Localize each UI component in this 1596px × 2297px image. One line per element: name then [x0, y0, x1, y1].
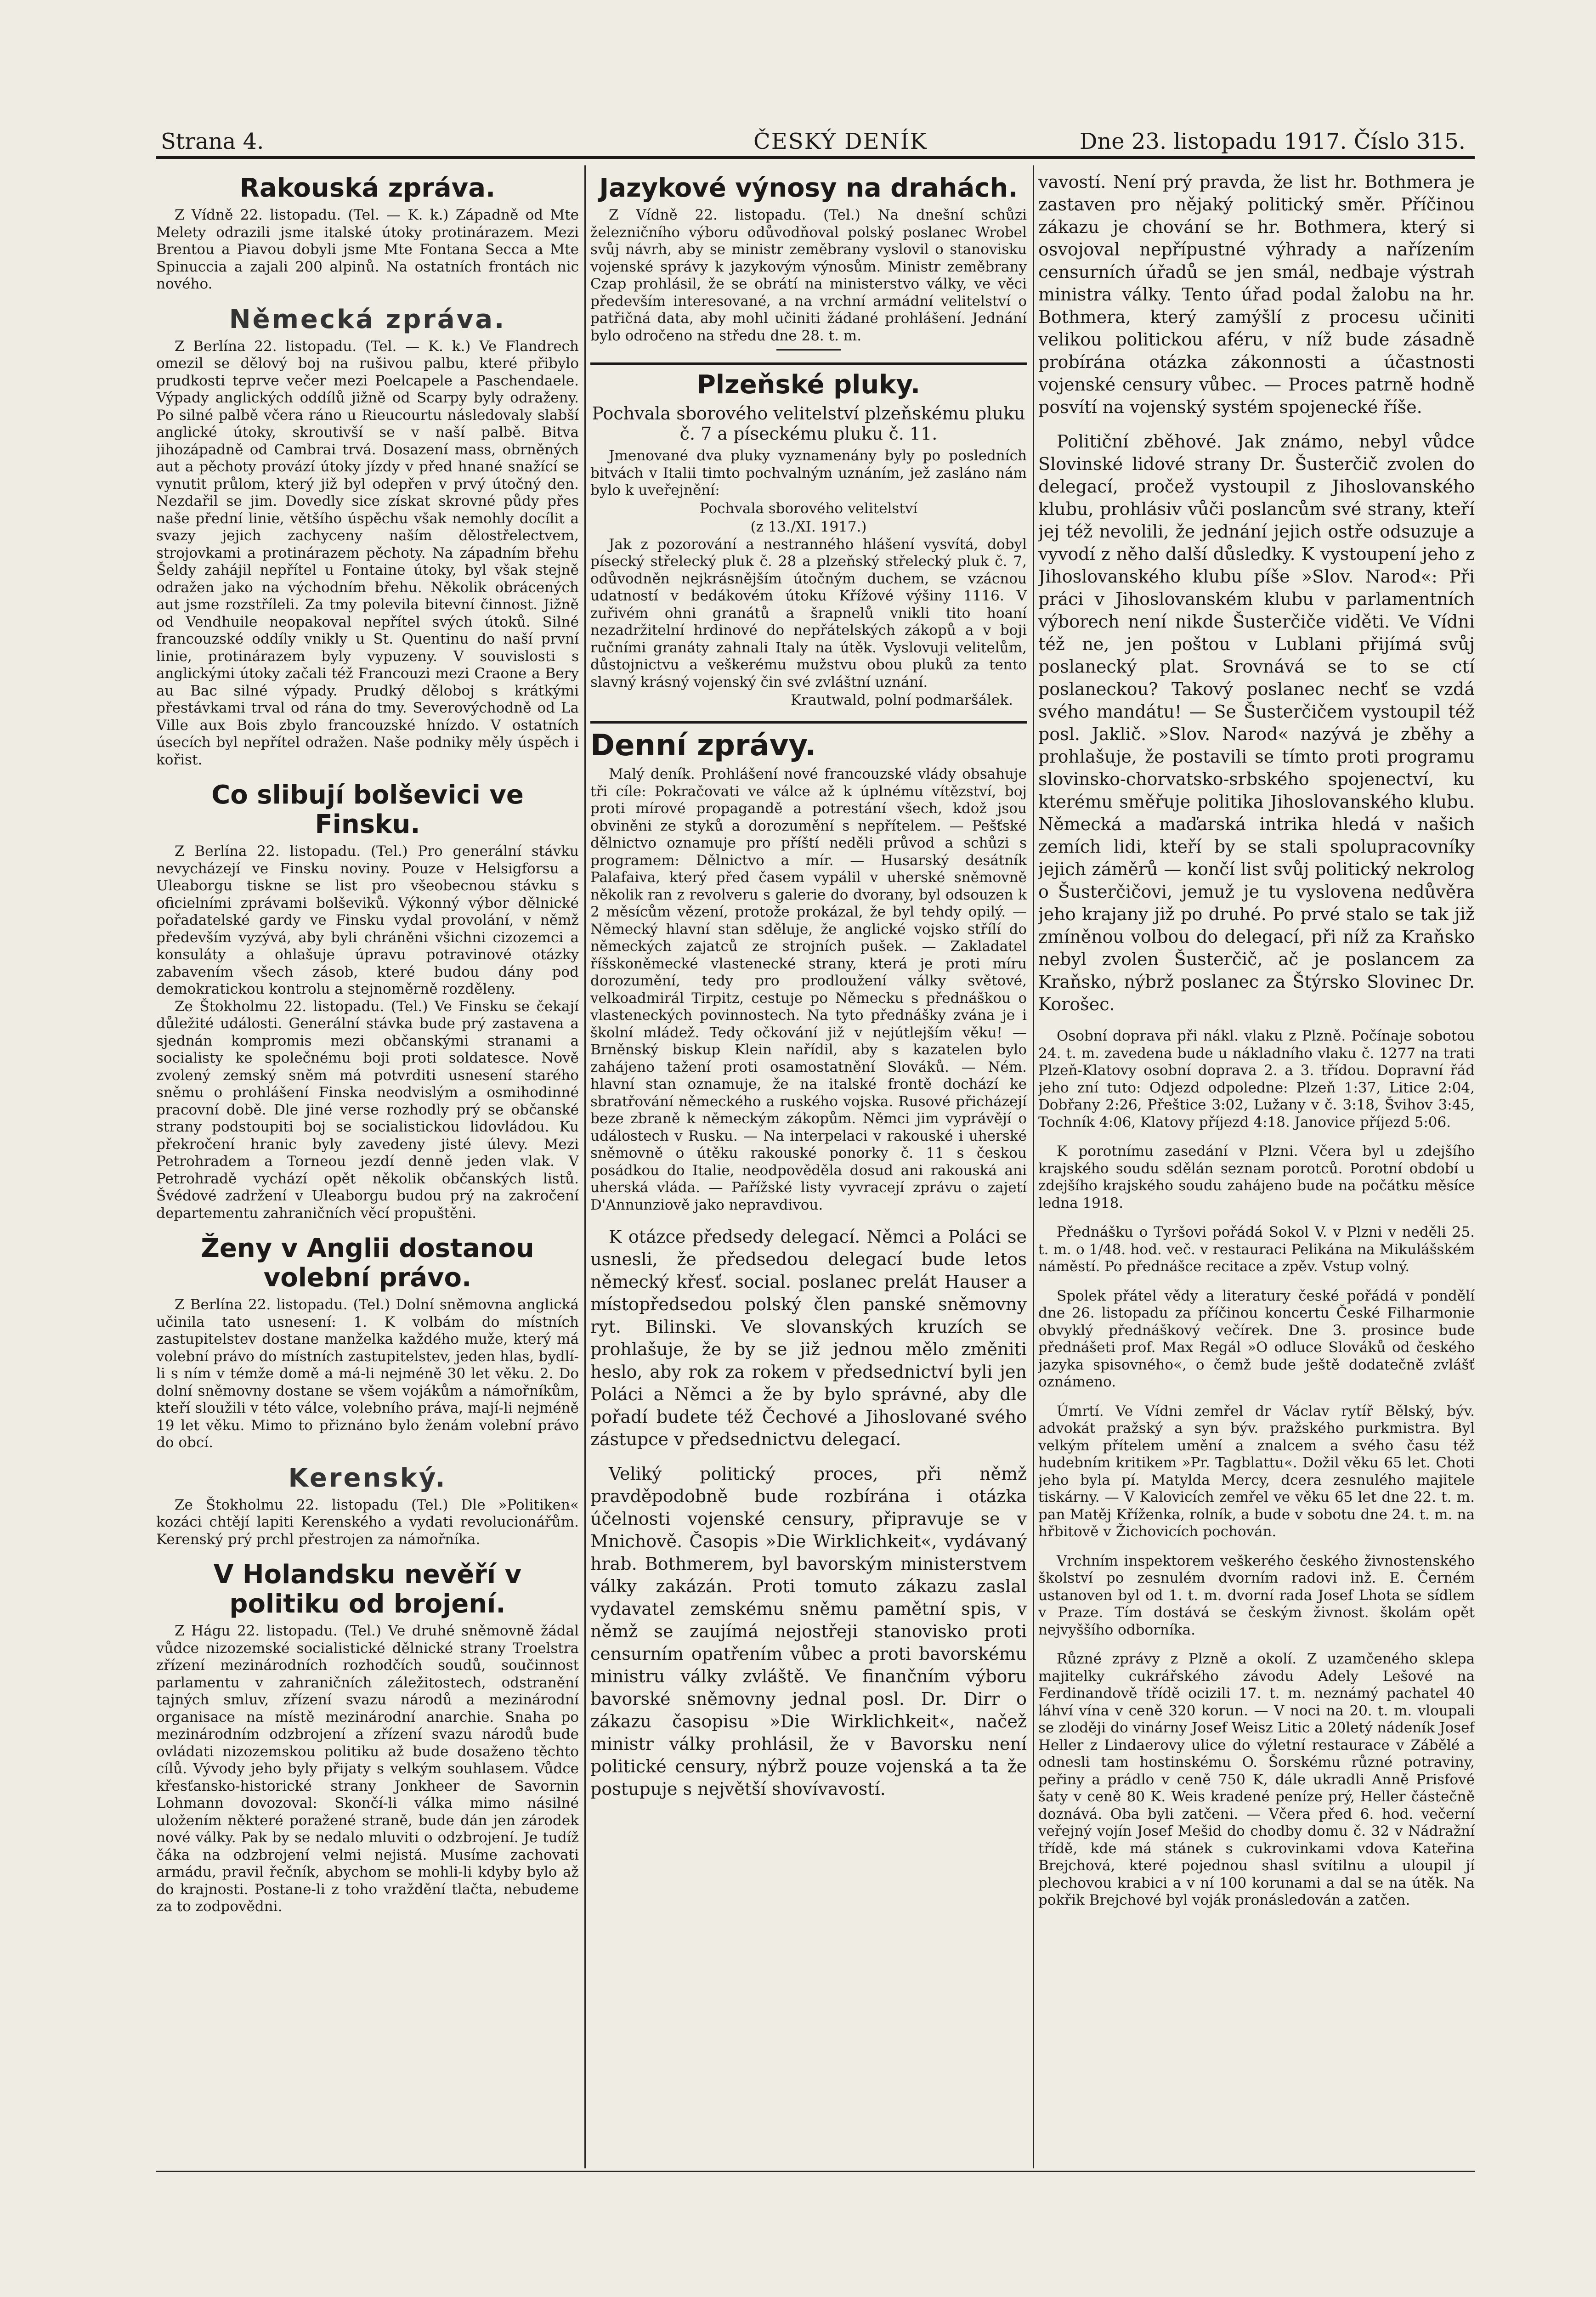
article-subheadline: Pochvala sborového velitelství plzeňskému pluku č. 7 a píseckému pluku č. 11.	[592, 403, 1025, 444]
article-headline: V Holandsku nevěří v politiku od brojení.	[213, 1560, 522, 1619]
article-headline: Jazykové výnosy na drahách.	[599, 173, 1018, 203]
notice-body: Přednášku o Tyršovi pořádá Sokol V. v Plzni v neděli 25. t. m. o 1/48. hod. več. v restauraci Pelikána na Mikulášském náměstí. Po přednášce recitace a zpěv. Vstup volný.	[1038, 1224, 1475, 1275]
article-bolsheviks-finland	[156, 781, 579, 1222]
article-body: Političní zběhové. Jak známo, nebyl vůdce Slovinské lidové strany Dr. Šusterčič zvolen do delegací, pročež vystoupil z Jihoslovanského klubu, prohlásiv vůči poslancům své strany, kteří jej též nevolili, že jednání jejich ostře odsuzuje a vyvodí z něho další důsledky. K vystoupení jeho z Jihoslovanského klubu píše »Slov. Narod«: Při práci v Jihoslovanském klubu v parlamentních výborech není nikde Šusterčiče viděti. Ve Vídni též ne, jen poštou v Lublani přijímá svůj poslanecký plat. Srovnává se to se ctí poslaneckou? Takový poslanec nechť se vzdá svého mandátu! — Se Šusterčičem vystoupil též posl. Jaklič. »Slov. Narod« nazývá je zběhy a prohlašuje, že postavili se tímto proti programu slovinsko-chorvatsko-srbského spojenectví, ku kterému směřuje politika Jihoslovanského klubu. Německá a maďarská intrika hledá v našich zemích lidi, kteří by se stali spolupracovníky jejich záměrů — končí list svůj politický nekrolog o Šusterčičovi, jemuž je tu vyslovena nedůvěra jeho krajany již po druhé. Po prvé stalo se tak již zmíněnou volbou do delegací, při níž za Kraňsko nebyl zvolen Šusterčič, ač je poslancem za Kraňsko, nýbrž poslanec za Štýrsko Slovinec Dr. Korošec.	[1038, 431, 1475, 1014]
article-political-trial	[590, 1463, 1027, 1800]
article-body: vavostí. Není prý pravda, že list hr. Bothmera je zastaven pro nějaký politický směr. Příčinou zákazu je chování se hr. Bothmera, který si osvojoval nepřípustné výhrady a nařízením censurních úřadů se jen smál, nedbaje výstrah ministra války. Tento úřad podal žalobu na hr. Bothmera, který zamýšlí z procesu učiniti velikou politickou aféru, v níž bude zásadně probírána otázka zákonnosti a účastnosti vojenské censury vůbec. — Proces patrně hodně posvítí na vojenský systém spojenecké říše.	[1038, 172, 1475, 417]
article-deserters	[1038, 430, 1475, 1016]
notice-lecture-tyrs	[1038, 1224, 1475, 1276]
separator	[776, 349, 841, 351]
notice-body: Spolek přátel vědy a literatury české pořádá v pondělí dne 26. listopadu za příčinou koncertu České Filharmonie obvyklý přednáškový večírek. Dne 3. prosince bude přednášeti prof. Max Regál »O odluce Slováků od českého jazyka spisovného«, o čemž bude ještě dodatečně zvlášť oznámeno.	[1038, 1287, 1475, 1390]
article-body: Veliký politický proces, při němž pravděpodobně bude rozbírána i otázka účelnosti vojenské censury, připravuje se v Mnichově. Časopis »Die Wirklichkeit«, vydávaný hrab. Bothmerem, byl bavorským ministerstvem války zakázán. Proti tomuto zákazu zaslal vydavatel zemskému sněmu pamětní spis, v němž se zaujímá nejostřeji stanovisko proti censurním opatřením vůbec a proti bavorskému ministru války zvláště. Ve finančním výboru bavorské sněmovny jednal posl. Dr. Dirr o zákazu časopisu »Die Wirklichkeit«, načež ministr války prohlásil, že v Bavorsku není politické censury, nýbrž pouze vojenská a ta že postupuje s největší shovívavostí.	[590, 1464, 1027, 1799]
notice-body: Osobní doprava při nákl. vlaku z Plzně. Počínaje sobotou 24. t. m. zavedena bude u nákladního vlaku č. 1277 na trati Plzeň-Klatovy osobní doprava 2. a 3. třídou. Dopravní řád jeho zní tuto: Odjezd odpoledne: Plzeň 1:37, Litice 2:04, Dobřany 2:26, Přeštice 3:02, Lužany v č. 3:18, Švihov 3:45, Tochník 4:06, Klatovy příjezd 4:18. Janovice příjezd 5:06.	[1038, 1028, 1475, 1131]
column-right	[1038, 171, 1475, 2169]
article-women-vote	[156, 1234, 579, 1452]
article-language-decrees	[590, 174, 1027, 351]
article-headline: Plzeňské pluky.	[696, 370, 921, 400]
article-headline: Kerenský.	[288, 1463, 447, 1493]
notice-train	[1038, 1028, 1475, 1131]
article-holland	[156, 1560, 579, 1916]
article-delegations	[590, 1226, 1027, 1451]
notice-body: Úmrtí. Ve Vídni zemřel dr Václav rytíř Bělský, býv. advokát pražský a syn býv. pražského purkmistra. Byl velkým přítelem umění a znalcem a svého času též hudebním kritikem »Pr. Tagblattu«. Dožil věku 65 let. Choti jeho byla pí. Matylda Mercy, dcera zesnulého majitele tiskárny. — V Kalovicích zemřel ve věku 65 let dne 22. t. m. pan Matěj Kříženka, rolník, a bude v sobotu dne 24. t. m. na hřbitově v Žichovicích pochován.	[1038, 1403, 1475, 1540]
article-body: Z Berlína 22. listopadu. (Tel.) Dolní sněmovna anglická učinila tato usnesení: 1. K volbám do místních zastupitelstev dostane manželka každého muže, který má volební právo do místních zastupitelstev, jeden hlas, bydlí-li s ním v témže domě a má-li nejméně 30 let věku. 2. Do dolní sněmovny dostane se všem vojákům a námořníkům, kteří sloužili v této válce, volebního práva, mají-li nejméně 19 let věku. Mimo to přiznáno bylo ženám volební právo do obcí.	[156, 1296, 579, 1451]
column-divider	[1033, 165, 1034, 2168]
article-body: Jmenované dva pluky vyznamenány byly po posledních bitvách v Italii timto pochvalným uznáním, jež zasláno nám bylo k uveřejnění:	[590, 447, 1027, 498]
article-daily-news	[590, 729, 1027, 1214]
article-body: Z Berlína 22. listopadu. (Tel. — K. k.) Ve Flandrech omezil se dělový boj na rušivou palbu, které přibylo prudkosti teprve večer mezi Poelcapele a Paschendaele. Výpady anglických oddílů jižně od Scarpy byly odraženy. Po silné palbě včera ráno u Rieucourtu následovaly slabší anglické útoky, skroutivší se v naší palbě. Bitva jihozápadně od Cambrai trvá. Dosazení mass, obrněných aut a pěchoty provází útoky jízdy v před hnané snažící se vynutit průlom, který již byl odepřen v prvý útočný den. Nezdařil se jim. Dovedly sice získat skrovné půdy přes naše přední linie, většího úspěchu však nemohly docílit a svazy jejich zachyceny naším dělostřelectvem, strojovkami a protinárazem pěchoty. Na západním břehu Šeldy zahájil nepřítel u Fontaine útoky, byl však stejně odražen jako na východním břehu. Několik obrácených aut jsme rozstříleli. Za tmy polevila bitevní činnost. Jižně od Vendhuile neopakoval nepřítel svých útoků. Silné francouzské oddíly vnikly u St. Quentinu do naší první linie, protinárazem byly vypuzeny. V souvislosti s anglickými útoky začali též Francouzi mezi Craone a Bery au Bac silné výpady. Prudký dělobој s krátkými přestávkami trval od rána do tmy. Severovýchodně od La Ville aux Bois zbylo francouzské hnízdo. V ostatních úsecích byl nepřítel odražen. Naše podniky měly úspěch i kořist.	[156, 338, 579, 768]
column-left	[156, 171, 579, 2169]
page-number: Strana 4.	[161, 129, 264, 154]
article-body: K otázce předsedy delegací. Němci a Poláci se usnesli, že předsedou delegací bude letos německý křesť. social. poslanec prelát Hauser a místopředsedou polský člen panské sněmovny ryt. Bilinski. Ve slovanských kruzích se prohlašuje, že by se již jednou mělo změniti heslo, aby rok za rokem v předsednictví byli jen Poláci a Němci a že by bylo správné, aby dle pořadí budete též Čechové a Jihoslované svého zástupce v předsednictvu delegací.	[590, 1227, 1027, 1449]
notice-inspector	[1038, 1553, 1475, 1639]
article-body: Z Vídně 22. listopadu. (Tel.) Na dnešní schůzi železničního výboru odůvodňoval polský poslanec Wrobel svůj návrh, aby se ministr zeměbrany vyslovil o stanovisku vojenské správy k jazykovým výnosům. Ministr zeměbrany Czap prohlásil, že se obrátí na ministerstvo války, ve věci především interesované, a na vrchní armádní velitelství o patřičná data, aby mohl učiniti žádané prohlášení. Jednání bylo odročeno na středu dne 28. t. m.	[590, 207, 1027, 344]
signature: Krautwald, polní podmaršálek.	[791, 692, 1013, 708]
notice-body: Různé zprávy z Plzně a okolí. Z uzamčeného sklepa majitelky cukrářského závodu Adely Lešové na Ferdinandově třídě ocizili 17. t. m. neznámý pachatel 40 láhví vína v ceně 320 korun. — V noci na 20. t. m. vloupali se zloději do vinárny Josef Weisz Litic a 20letý nádeník Josef Heller z Lindaerovy ulice do výletní restaurace v Zábělé a odnesli tam hostinskému O. Šorskému různé potraviny, peřiny a prádlo v ceně 750 K, dále ukradli Anně Prisfové šaty v ceně 80 K. Weis kradené peníze prý, Heller částečně doznává. Oba byli zatčeni. — Včera před 6. hod. večerní veřejný vojín Josef Mešid do chodby domu č. 32 v Nádražní třídě, kde má stánek s cukrovinkami vdova Kateřina Brejchová, které pojednou shasl svítilnu a uloupil jí plechovou krabici a v ní 100 korunami a dal se na útěk. Na pokřik Brejchové byl voják pronásledován a zatčen.	[1038, 1651, 1475, 1908]
article-headline: Ženy v Anglii dostanou volební právo.	[201, 1233, 534, 1293]
issue-date: Dne 23. listopadu 1917. Číslo 315.	[1079, 129, 1466, 154]
article-kerensky	[156, 1464, 579, 1549]
article-body: Malý deník. Prohlášení nové francouzské vlády obsahuje tři cíle: Pokračovati ve válce až k úplnému vítězství, boj proti mírové propagandě a potrestání všech, kdož jsou obviněni ze styků a dorozumění s nepřítelem. — Pešťské dělnictvo oznamuje pro příští neděli průvod a schůzi s programem: Dělnictvo a mír. — Husarský desátník Palafaiva, který před časem vypálil v uherské sněmovně několik ran z revolveru s galerie do dvorany, byl odsouzen k 2 měsícům vězení, protože prokázal, že byl tehdy opilý. — Německý hlavní stan sděluje, že anglické vojsko střílí do německých zajatců ze strojních pušek. — Zakladatel říšskoněmecké vlastenecké strany, která je proti míru dorozumění, tedy pro prodloužení války světové, velkoadmirál Tirpitz, cestuje po Německu s přednáškou o vlasteneckých povinnostech. Na tyto přednášky zvána je i školní mládež. Tedy očkování již v nejútlejším věku! — Brněnský biskup Klein nařídil, aby s kazatelen bylo zahájeno tažení proti osamostatnění Slováků. — Ném. hlavní stan oznamuje, že na italské frontě dochází ke sbratřování německého a ruského vojska. Rusové přicházejí beze zbraně k německým zákopům. Němci jim vyprávějí o událostech v Rusku. — Na interpelaci v rakouské i uherské sněmovně o útěku rakouské ponorky č. 11 s českou posádkou do Italie, neodpověděla dosud ani rakouská ani uherská vláda. — Pařížské listy vyvracejí zprávu o zajetí D'Annunziově jako nepravdivou.	[590, 766, 1027, 1213]
section-headline: Denní zprávy.	[590, 729, 816, 763]
article-body: Jak z pozorování a nestranného hlášení vysvítá, dobyl písecký střelecký pluk č. 28 a plzeňský střelecký pluk č. 7, odůvodněn nejkrásnějším útočným duchem, se vzácnou udatností v bedákovém útoku Křížové výšiny 1116. V zuřivém ohni granátů a šrapnelů vnikli tito hoaní nezadržitelní hrdinové do nepřátelských zákopů a v boji ručními granáty zahnali Italy na útěk. Vyslovuji velitelům, důstojnictvu a veškerému mužstvu obou pluků za tento slavný krásný vojenský čin své zvláštní uznání.	[590, 536, 1027, 690]
page-header	[156, 123, 1470, 160]
footer-rule	[156, 2171, 1475, 2172]
notice-jury	[1038, 1143, 1475, 1212]
notice-body: Vrchním inspektorem veškerého českého živnostenského školství po zesnulém dvorním radovi inž. E. Černém ustanoven byl od 1. t. m. dvorní rada Josef Lhota se sídlem v Praze. Tím dostává se českým živnost. školám opět nejvyššího odborníka.	[1038, 1552, 1475, 1638]
article-german-report	[156, 305, 579, 769]
article-austrian-report	[156, 174, 579, 293]
header-rule	[156, 156, 1475, 159]
column-middle	[590, 171, 1027, 2169]
article-headline: Rakouská zpráva.	[239, 173, 496, 203]
article-headline: Německá zpráva.	[229, 304, 506, 334]
notice-local-news	[1038, 1651, 1475, 1909]
article-body: Z Hágu 22. listopadu. (Tel.) Ve druhé sněmovně žádal vůdce nizozemské socialistické dělnické strany Troelstra zřízení mezinárodních rozhodčích soudů, součinnost parlamentu v zahraničních záležitostech, odstranění tajných smluv, zřízení svazu národů a mezinárodní organisace na místě mezinárodní anarchie. Snaha po mezinárodním odzbrojení a zřízení svazu národů bude ovládati nizozemskou politiku až bude dosaženo těchto cílů. Vývody jeho byly přijaty s velkým souhlasem. Vůdce křesťansko-historické strany Jonkheer de Savornin Lohmann dovozoval: Skončí-li válka mimo násilné uložením některé poražené straně, bude dán jen zárodek nové války. Pak by se nedalo mluviti o odzbrojení. Je tudíž čáka na odzbrojení velmi nejistá. Musíme zachovati armádu, pravil řečník, abychom se mohli-li kdyby bylo až do krajnosti. Postane-li z toho vraždění tlačta, nebudeme za to zodpovědni.	[156, 1623, 579, 1915]
newspaper-title: ČESKÝ DENÍK	[753, 129, 928, 154]
column-divider	[584, 165, 586, 2168]
notice-body: K porotnímu zasedání v Plzni. Včera byl u zdejšího krajského soudu sdělán seznam porotců. Porotní období u zdejšího krajského soudu zahájeno bude na počátku měsíce ledna 1918.	[1038, 1143, 1475, 1211]
article-headline: Co slibují bolševici ve Finsku.	[211, 780, 524, 839]
quote-date: (z 13./XI. 1917.)	[750, 518, 867, 535]
section-rule	[590, 721, 1027, 724]
article-body: Ze Štokholmu 22. listopadu. (Tel.) Ve Finsku se čekají důležité události. Generální stávka bude prý zastavena a sjednán kompromis mezi občanskými stranami a socialisty ke společnému boji proti soldatesce. Nově zvolený zemský sněm má potvrditi usnesení starého sněmu o prohlášení Finska neodvislým a osmihodinné pracovní době. Dle jiné verse rozhodly prý se občanské strany podstoupiti boj se socialistickou lidovládou. Ku překročení hranic byly zavedeny jisté úlevy. Mezi Petrohradem a Torneou jezdí denně jeden vlak. V Petrohradě vychází opět několik občanských listů. Švédové zadržení v Uleaborgu budou prý na zakročení departementu zahraničních věcí propuštěni.	[156, 998, 579, 1222]
article-body: Z Berlína 22. listopadu. (Tel.) Pro generální stávku nevycházejí ve Finsku noviny. Pouze v Helsigforsu a Uleaborgu tiskne se list pro všeobecnou stávku s oficielními zprávami bolševiků. Výkonný výbor dělnické pořadatelské gardy ve Finsku vydal provolání, v němž především vyzývá, aby byli chráněni všichni cizozemci a konsuláty a ohlašuje úpravu potravinové otázky zabavením všech zásob, které budou dány pod demokratickou kontrolu a stejnoměrně rozděleny.	[156, 843, 579, 997]
notice-society	[1038, 1288, 1475, 1391]
notice-deaths	[1038, 1403, 1475, 1541]
article-pilsen-regiments	[590, 370, 1027, 709]
article-body: Ze Štokholmu 22. listopadu (Tel.) Dle »Politiken« kozáci chtějí lapiti Kerenského a vydati revolucionářům. Kerenský prý prchl přestrojen za námořníka.	[156, 1496, 579, 1548]
quote-title: Pochvala sborového velitelství	[699, 500, 918, 517]
section-rule	[590, 362, 1027, 365]
article-continued	[1038, 171, 1475, 419]
article-body: Z Vídně 22. listopadu. (Tel. — K. k.) Západně od Mte Melety odrazili jsme italské útoky protinárazem. Mezi Brentou a Piavou dobyli jsme Mte Fontana Secca a Mte Spinuccia a zajali 200 alpinů. Na ostatních frontách nic nového.	[156, 207, 579, 292]
